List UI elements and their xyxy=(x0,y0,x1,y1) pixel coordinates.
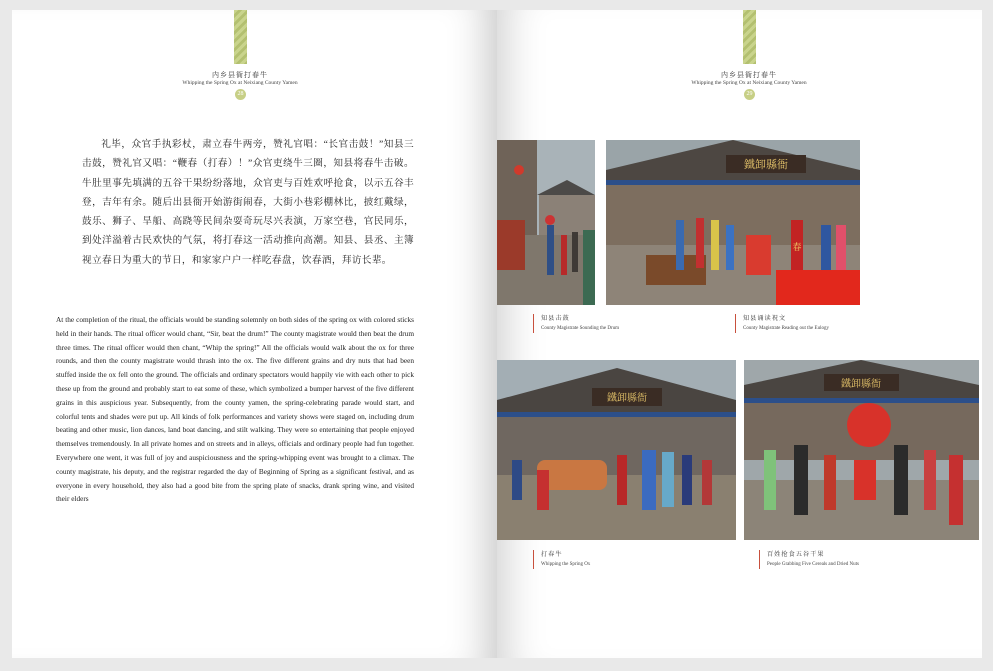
chinese-paragraph: 礼毕，众官手执彩杖，肃立春牛两旁，赞礼官唱：“长官击鼓！”知县三击鼓，赞礼官又唱：“鞭春（打春）！”众官吏绕牛三圈，知县将春牛击破。牛肚里事先填满的五谷干果纷纷落地，众官吏与百姓欢呼抢食，以示五谷丰登，吉年有余。随后出县衙开始游街闹春，大街小巷彩棚林比，披红戴绿，鼓乐、狮子、旱船、高跷等民间杂耍奇玩尽兴表演，万家空巷，官民同乐，到处洋溢着古民欢快的气氛，将打春这一活动推向高潮。知县、县丞、主簿视立春日为重大的节日，和家家户户一样吃春盘，饮春酒，拜访长辈。 xyxy=(82,139,414,266)
photo-grabbing-grains xyxy=(744,360,979,540)
english-body-text xyxy=(56,313,414,506)
photo-grabbing-image xyxy=(744,360,979,540)
running-header-zh: 内乡县衙打春牛 xyxy=(212,71,268,79)
running-header-en: Whipping the Spring Ox at Neixiang County Yamen xyxy=(691,80,807,86)
caption-en: County Magistrate Sounding the Drum xyxy=(541,326,620,331)
caption-en: People Grabbing Five Cereals and Dried Nuts xyxy=(767,562,859,567)
running-header-en: Whipping the Spring Ox at Neixiang County Yamen xyxy=(182,80,298,86)
photo-caption xyxy=(533,550,590,569)
running-header-zh: 内乡县衙打春牛 xyxy=(721,71,777,79)
sign-text: 鐵卸縣衙 xyxy=(744,158,788,171)
page-number: 29 xyxy=(744,89,755,100)
photo-drum-image xyxy=(497,140,595,305)
sign-text: 鐵卸縣衙 xyxy=(607,393,647,404)
page-number: 28 xyxy=(235,89,246,100)
caption-zh: 知县诵读祝文 xyxy=(743,315,787,322)
sign-text: 鐵卸縣衙 xyxy=(841,379,881,390)
caption-zh: 打春牛 xyxy=(541,551,563,558)
photo-whipping-image xyxy=(497,360,736,540)
left-page xyxy=(12,10,497,658)
caption-zh: 知县击鼓 xyxy=(541,315,570,322)
chinese-body-text xyxy=(82,135,414,270)
bookmark-ribbon-right xyxy=(743,10,756,64)
bookmark-ribbon-left xyxy=(234,10,247,64)
caption-en: Whipping the Spring Ox xyxy=(541,562,591,567)
caption-en: County Magistrate Reading out the Eulogy xyxy=(743,326,829,331)
english-paragraph: At the completion of the ritual, the officials would be standing solemnly on both sides of the spring ox with colored sticks held in their hands. The ritual officer would chant, “Sir, beat the drum!” The county magistrate would then beat the drum three times. The ritual officer would then chant, “Whip the spring!” All the officials would walk about the ox for three rounds, and then the county magistrate would thrash into the ox. The five different grains and dry nuts that had been stuffed inside the ox fell onto the ground. The officials and ordinary spectators would happily vie with each other to pick these up from the ground and probably start to eat some of these, which symbolized a bumper harvest of the five different grains in this auspicious year. Subsequently, from the county yamen, the spring-celebrating parade would start, and colorful tents and shades were put up. All kinds of folk performances and variety shows were staged on, including drum beating and other music, lion dances, land boat dancing, and stilt walking. They were so entertaining that people enjoyed themselves tremendously. In all private homes and on streets and in alleys, officials and ordinary people had fun together. Everywhere one went, it was full of joy and auspiciousness and the spring-whipping event was brought to a climax. The county magistrate, his deputy, and the registrar regarded the day of Beginning of Spring as a significant festival, and as everyone in every household, they also had a good bite from the spring plate of snacks, drank spring wine, and visited their elders xyxy=(56,315,414,504)
photo-caption xyxy=(759,550,859,569)
photo-magistrate-eulogy xyxy=(606,140,860,305)
sign-text: 春 xyxy=(792,243,802,253)
right-page xyxy=(497,10,982,658)
photo-caption xyxy=(735,314,829,333)
photo-whipping-ox xyxy=(497,360,736,540)
photo-caption xyxy=(533,314,619,333)
photo-magistrate-drum xyxy=(497,140,595,305)
photo-eulogy-image xyxy=(606,140,860,305)
caption-zh: 百姓抢食五谷干果 xyxy=(767,551,825,558)
